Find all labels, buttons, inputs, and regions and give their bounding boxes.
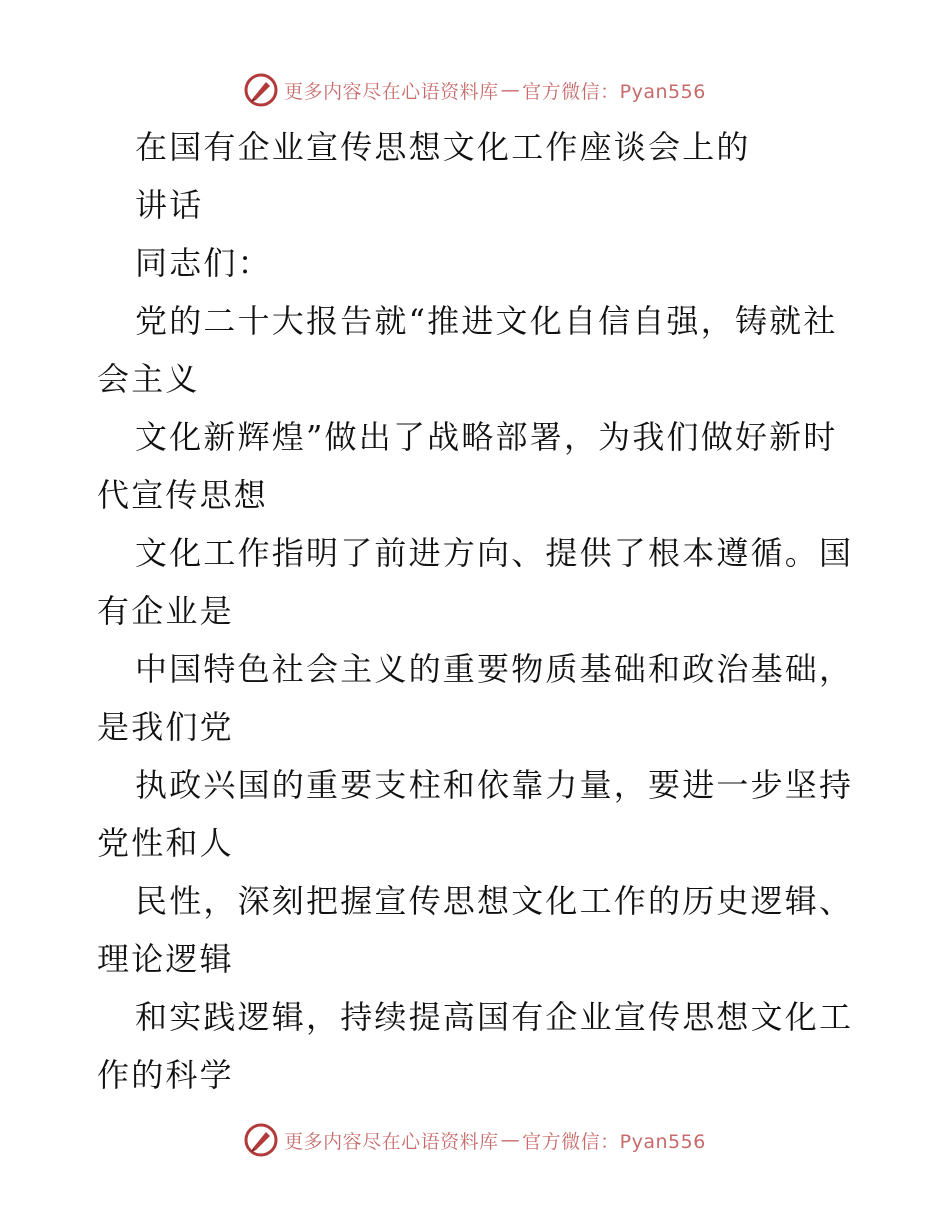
text-line: 文化工作指明了前进方向、提供了根本遵循。国 (135, 534, 854, 572)
salutation: 同志们： (135, 244, 272, 282)
watermark-dash: — (500, 79, 521, 101)
text-line: 作的科学 (97, 1056, 234, 1094)
pen-nib-logo-icon (244, 73, 278, 107)
document-body (0, 118, 950, 1104)
watermark-contact: 官方微信：Pyan556 (522, 80, 706, 103)
text-line: 文化新辉煌”做出了战略部署，为我们做好新时 (135, 418, 838, 456)
text-line: 是我们党 (97, 708, 234, 746)
text-line: 和实践逻辑，持续提高国有企业宣传思想文化工 (135, 998, 854, 1036)
header-watermark (0, 70, 950, 110)
text-line: 民性，深刻把握宣传思想文化工作的历史逻辑、 (135, 882, 854, 920)
text-line: 有企业是 (97, 592, 234, 630)
text-line: 党的二十大报告就“推进文化自信自强，铸就社 (135, 302, 838, 340)
footer-watermark (0, 1120, 950, 1160)
text-line: 代宣传思想 (97, 476, 269, 514)
watermark-dash: — (500, 1129, 521, 1151)
text-line: 会主义 (97, 360, 200, 398)
text-line: 理论逻辑 (97, 940, 234, 978)
pen-nib-logo-icon (244, 1123, 278, 1157)
watermark-contact: 官方微信：Pyan556 (522, 1130, 706, 1153)
text-line: 执政兴国的重要支柱和依靠力量，要进一步坚持 (135, 766, 854, 804)
text-line: 党性和人 (97, 824, 234, 862)
text-line: 中国特色社会主义的重要物质基础和政治基础， (135, 650, 854, 688)
watermark-brand: 更多内容尽在心语资料库 (284, 80, 499, 103)
title-line-1: 在国有企业宣传思想文化工作座谈会上的 (135, 128, 751, 166)
title-line-2: 讲话 (135, 186, 204, 224)
watermark-brand: 更多内容尽在心语资料库 (284, 1130, 499, 1153)
